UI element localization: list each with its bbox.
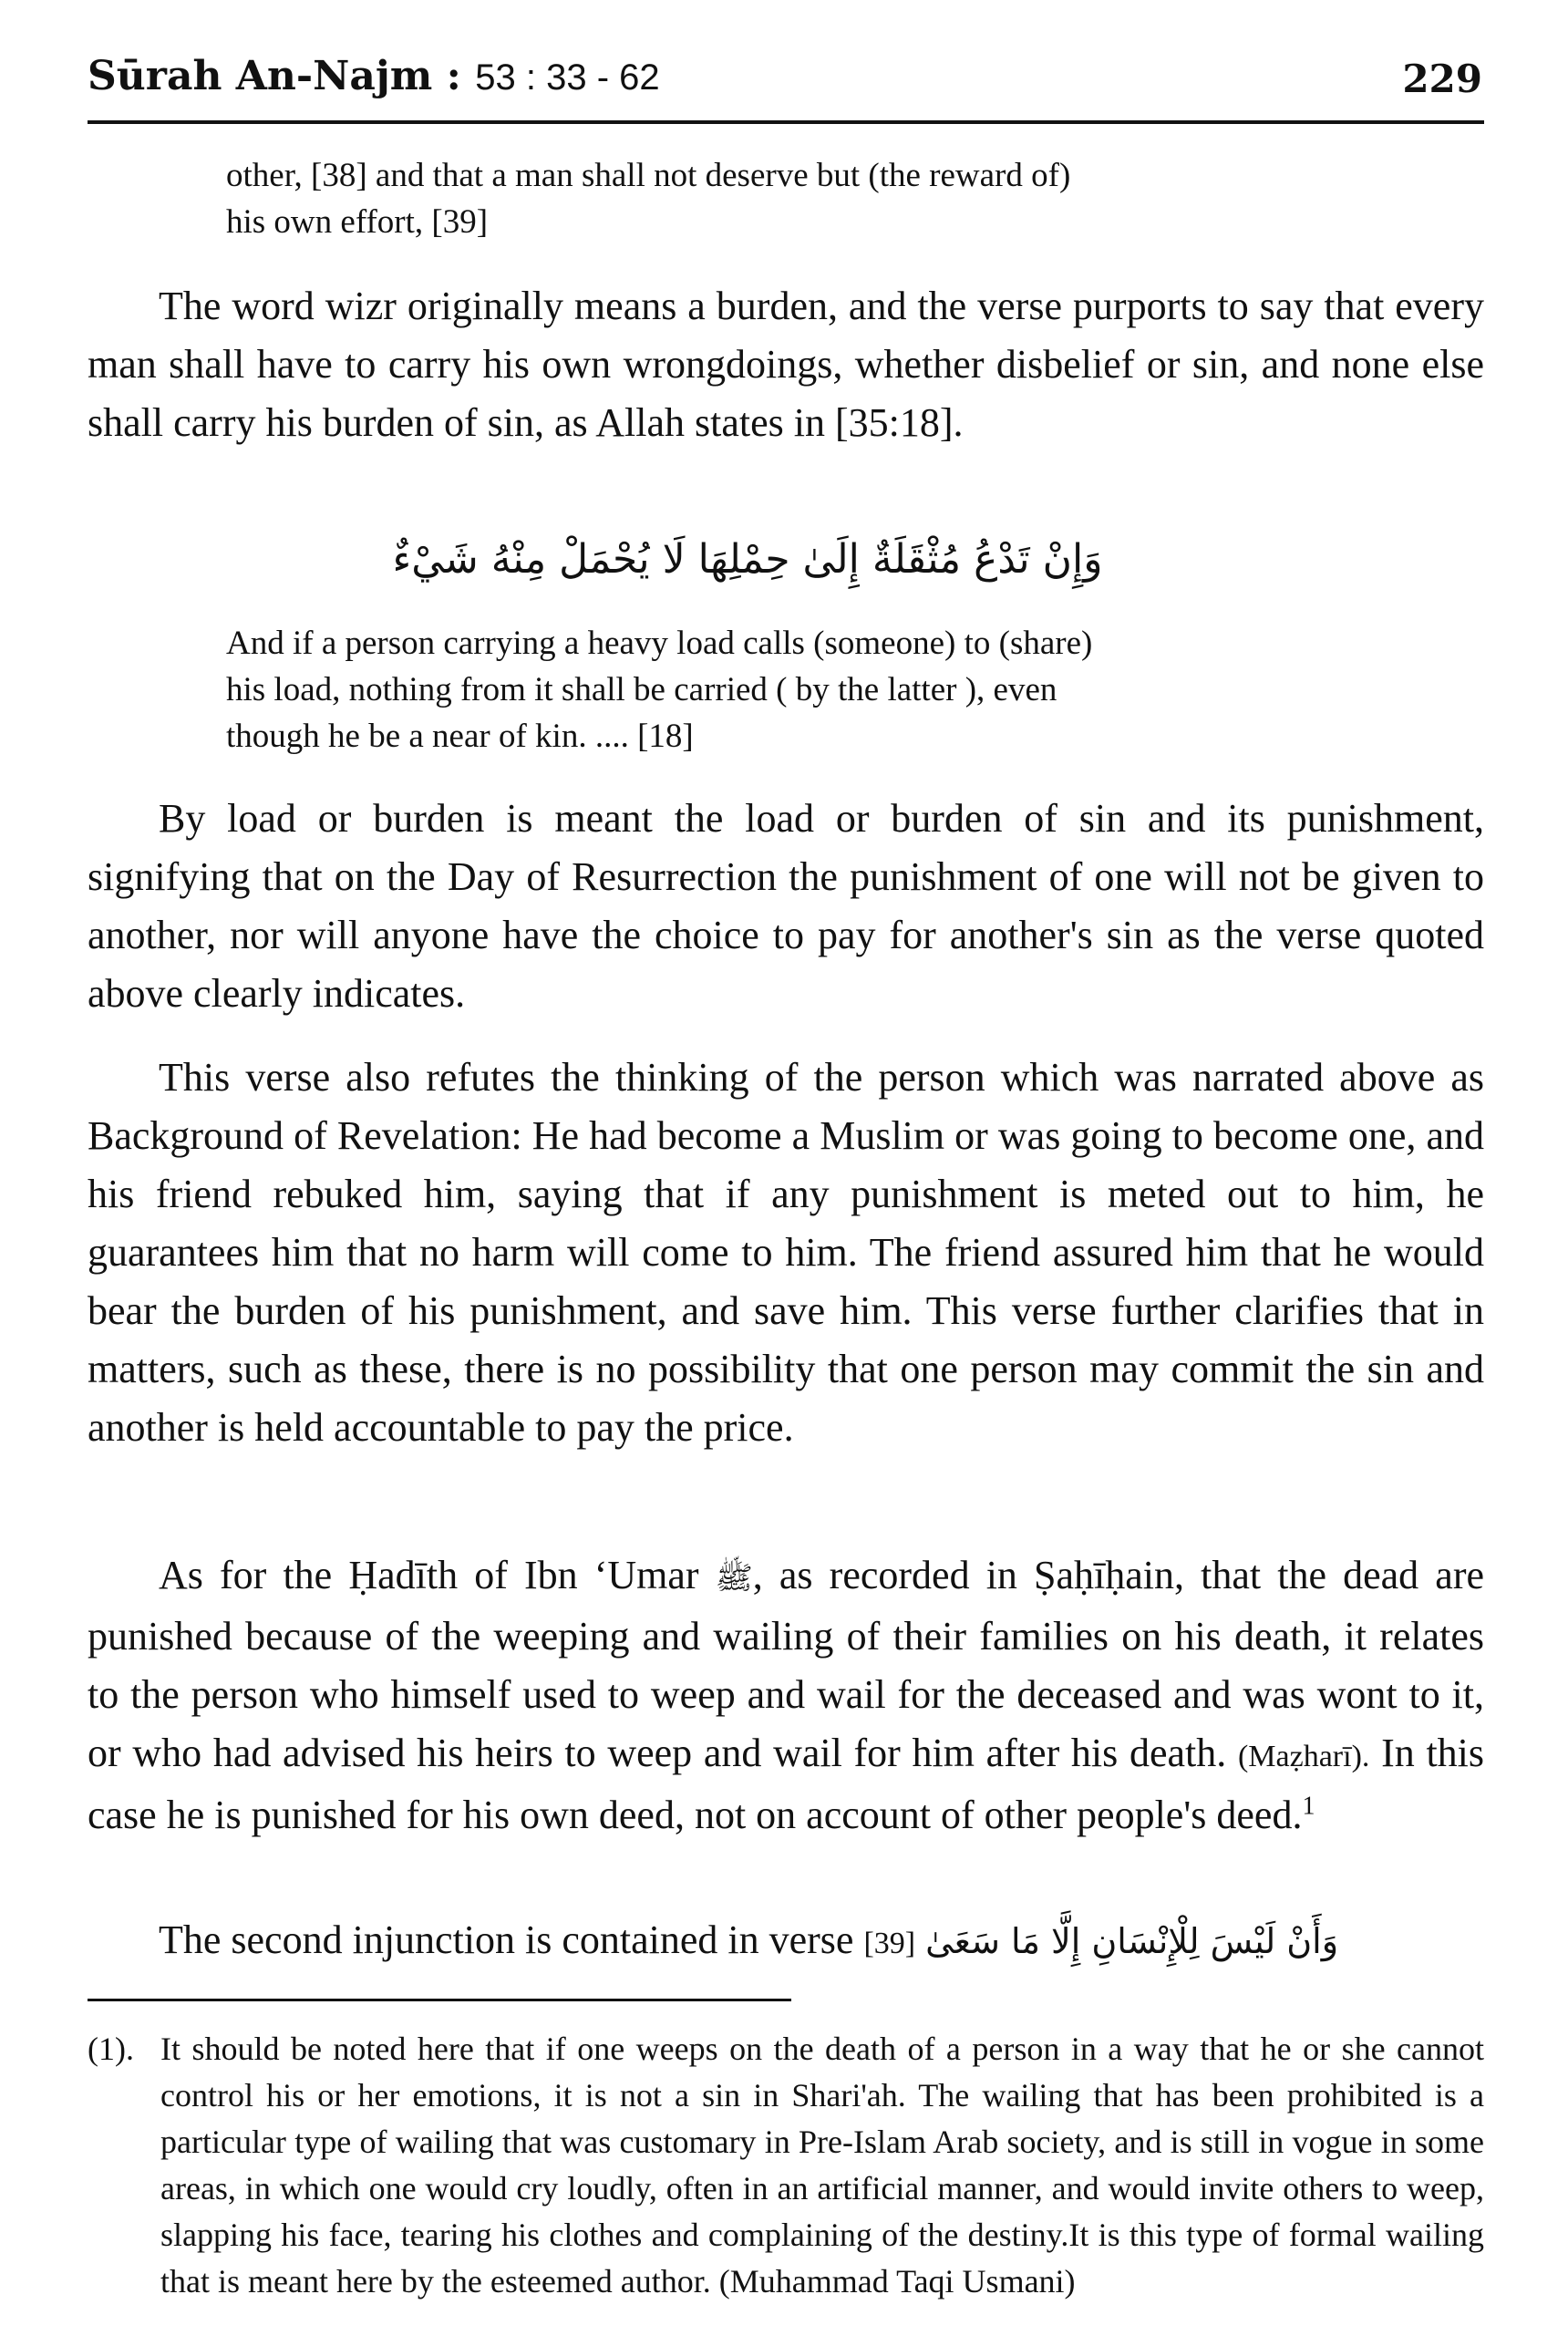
paragraph-refutation: This verse also refutes the thinking of the person which was narrated above as Background of Revelation: He had become a Muslim or was going to become one, and his friend rebuked him, saying that if any punishment is meted out to him, he guarantees him that no harm will come to him. The friend assured him that he would bear the burden of his punishment, and save him. This verse further clarifies that in matters, such as these, there is no possibility that one person may commit the sin and another is held accountable to pay the price. <box>88 1055 1484 1450</box>
verse-line: though he be a near of kin. .... [18] <box>226 718 694 755</box>
page-number: 229 <box>1402 57 1482 101</box>
verse-translation-mid <box>226 620 1384 760</box>
paragraph-load-burden: By load or burden is meant the load or burden of sin and its punishment, signifying that on the Day of Resurrection the punishment of one will not be given to another, nor will anyone have the choice to pay for another's sin as the verse quoted above clearly indicates. <box>88 796 1484 1016</box>
header-rule <box>88 120 1484 124</box>
footnote-reference: 1 <box>1302 1792 1315 1821</box>
verse-line: his own effort, [39] <box>226 203 489 241</box>
arabic-inline-verse: وَأَنْ لَيْسَ لِلْإِنْسَانِ إِلَّا مَا سَعَىٰ <box>925 1921 1339 1961</box>
surah-title: Sūrah An-Najm : 53 : 33 - 62 <box>88 53 660 99</box>
footnote-marker: (1). <box>88 2031 134 2067</box>
footnote-rule <box>88 1999 791 2001</box>
arabic-verse: وَإِنْ تَدْعُ مُثْقَلَةٌ إِلَىٰ حِمْلِهَا لَا يُحْمَلْ مِنْهُ شَيْءٌ <box>392 536 1103 583</box>
footnote-text: It should be noted here that if one weeps on the death of a person in a way that he or she cannot control his or her emotions, it is not a sin in Shari'ah. The wailing that has been prohibited is a particular type of wailing that was customary in Pre-Islam Arab society, and is still in vogue in some areas, in which one would cry loudly, often in an artificial manner, and would invite others to weep, slapping his face, tearing his clothes and complaining of the destiny.It is this type of formal wailing that is meant here by the esteemed author. (Muhammad Taqi Usmani) <box>160 2031 1484 2299</box>
verse-line: his load, nothing from it shall be carried ( by the latter ), even <box>226 671 1057 708</box>
verse-line: other, [38] and that a man shall not deserve but (the reward of) <box>226 157 1071 194</box>
paragraph-hadith: As for the Ḥadīth of Ibn ‘Umar ﷺ, as recorded in Ṣaḥīḥain, that the dead are punished because of the weeping and wailing of their families on his death, it relates to the person who himself used to weep and wail for the deceased and was wont to it, or who had advised his heirs to weep and wail for him after his death. (Maẓharī). In this case he is punished for his own deed, not on account of other people's deed.$^1$ <box>88 1553 1485 1837</box>
paragraph-wizr: The word wizr originally means a burden, and the verse purports to say that every man shall have to carry his own wrongdoings, whether disbelief or sin, and none else shall carry his burden of sin, as Allah states in [35:18]. <box>88 284 1484 445</box>
verse-translation-top <box>226 152 1384 245</box>
verse-line: And if a person carrying a heavy load calls (someone) to (share) <box>226 625 1093 662</box>
honorific-glyph: ﷺ <box>715 1560 753 1597</box>
verse-reference: [39] <box>863 1927 916 1960</box>
paragraph-second-injunction: The second injunction is contained in verse [39] وَأَنْ لَيْسَ لِلْإِنْسَانِ إِلَّا مَا سَعَىٰ <box>159 1917 1339 1962</box>
verse-range: 53 : 33 - 62 <box>475 57 660 98</box>
source-citation: (Maẓharī). <box>1237 1740 1370 1773</box>
running-header <box>88 53 1482 108</box>
